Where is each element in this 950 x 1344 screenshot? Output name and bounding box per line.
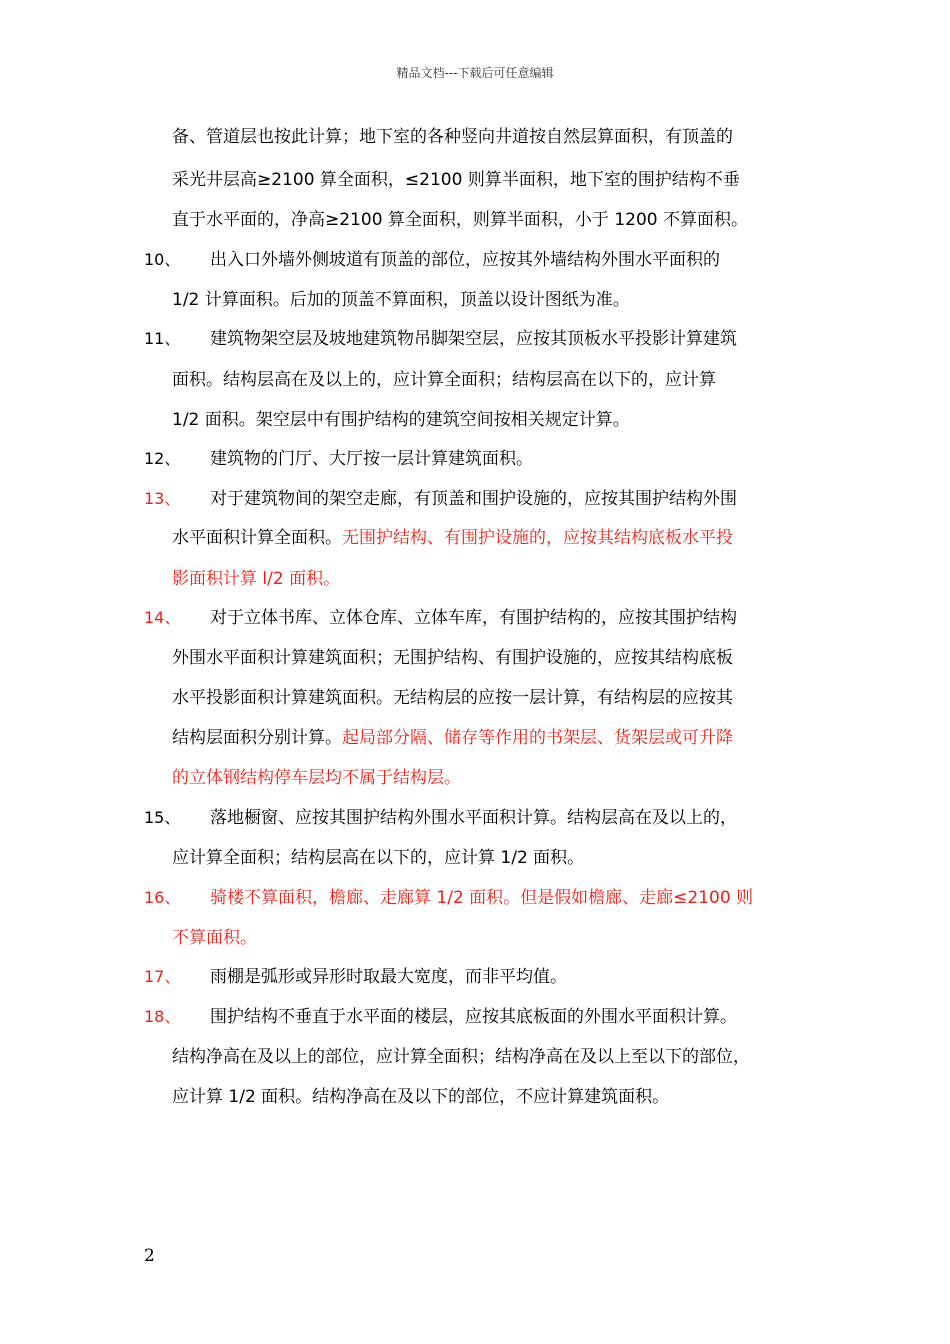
text-segment: 雨棚是弧形或异形时取最大宽度，而非平均值。 (210, 967, 567, 987)
text-segment: 应计算 1/2 面积。结构净高在及以下的部位，不应计算建筑面积。 (172, 1087, 670, 1107)
item-number: 10、 (144, 250, 181, 269)
item-number: 12、 (144, 449, 181, 468)
text-line (172, 646, 733, 670)
text-line (172, 288, 630, 312)
text-segment: 1/2 面积。架空层中有围护结构的建筑空间按相关规定计算。 (172, 410, 630, 430)
text-line (210, 447, 533, 471)
highlighted-text: 骑楼不算面积，檐廊、走廊算 1/2 面积。但是假如檐廊、走廊≤2100 则 (210, 888, 754, 908)
text-line (172, 846, 584, 870)
item-number: 15、 (144, 808, 181, 827)
highlighted-text: 无围护结构、有围护设施的，应按其结构底板水平投 (342, 528, 733, 548)
text-segment: 出入口外墙外侧坡道有顶盖的部位，应按其外墙结构外围水平面积的 (210, 250, 720, 270)
text-line (172, 408, 630, 432)
text-segment: 建筑物的门厅、大厅按一层计算建筑面积。 (210, 449, 533, 469)
text-line (172, 168, 740, 192)
text-segment: 备、管道层也按此计算；地下室的各种竖向井道按自然层算面积，有顶盖的 (172, 127, 733, 147)
text-segment: 建筑物架空层及坡地建筑物吊脚架空层，应按其顶板水平投影计算建筑 (210, 329, 737, 349)
highlighted-text: 起局部分隔、储存等作用的书架层、货架层或可升降 (342, 728, 733, 748)
text-line (172, 125, 733, 149)
text-segment: 直于水平面的，净高≥2100 算全面积，则算半面积，小于 1200 不算面积。 (172, 210, 748, 230)
text-segment: 结构层面积分别计算。 (172, 728, 342, 748)
text-line (210, 806, 737, 830)
page-number: 2 (144, 1246, 155, 1266)
text-line (172, 526, 733, 550)
text-segment: 采光井层高≥2100 算全面积，≤2100 则算半面积，地下室的围护结构不垂 (172, 170, 740, 190)
item-number: 18、 (144, 1007, 181, 1026)
text-line (210, 327, 737, 351)
text-segment: 结构净高在及以上的部位，应计算全面积；结构净高在及以上至以下的部位， (172, 1047, 750, 1067)
text-segment: 水平面积计算全面积。 (172, 528, 342, 548)
item-number: 16、 (144, 888, 181, 907)
item-number: 13、 (144, 489, 181, 508)
text-segment: 1/2 计算面积。后加的顶盖不算面积，顶盖以设计图纸为准。 (172, 290, 630, 310)
text-line (172, 726, 733, 750)
text-line (172, 208, 748, 232)
text-line (172, 567, 340, 591)
text-line (172, 1045, 750, 1069)
text-line (210, 248, 720, 272)
text-line (172, 368, 716, 392)
text-line (210, 487, 737, 511)
text-segment: 围护结构不垂直于水平面的楼层，应按其底板面的外围水平面积计算。 (210, 1007, 737, 1027)
text-segment: 落地橱窗、应按其围护结构外围水平面积计算。结构层高在及以上的， (210, 808, 737, 828)
text-segment: 外围水平面积计算建筑面积；无围护结构、有围护设施的，应按其结构底板 (172, 648, 733, 668)
text-line (210, 606, 737, 630)
item-number: 11、 (144, 329, 181, 348)
text-line (210, 965, 567, 989)
text-segment: 水平投影面积计算建筑面积。无结构层的应按一层计算，有结构层的应按其 (172, 688, 733, 708)
highlighted-text: 影面积计算 l/2 面积。 (172, 569, 341, 589)
page-header: 精品文档---下载后可任意编辑 (396, 66, 554, 80)
text-line (172, 1085, 669, 1109)
text-line (172, 766, 461, 790)
text-line (210, 886, 753, 910)
text-line (210, 1005, 737, 1029)
text-line (172, 926, 257, 950)
item-number: 14、 (144, 608, 181, 627)
text-segment: 对于立体书库、立体仓库、立体车库，有围护结构的，应按其围护结构 (210, 608, 737, 628)
highlighted-text: 不算面积。 (172, 928, 257, 948)
item-number: 17、 (144, 967, 181, 986)
text-line (172, 686, 733, 710)
text-segment: 对于建筑物间的架空走廊，有顶盖和围护设施的，应按其围护结构外围 (210, 489, 737, 509)
text-segment: 面积。结构层高在及以上的，应计算全面积；结构层高在以下的，应计算 (172, 370, 716, 390)
text-segment: 应计算全面积；结构层高在以下的，应计算 1/2 面积。 (172, 848, 585, 868)
highlighted-text: 的立体钢结构停车层均不属于结构层。 (172, 768, 461, 788)
